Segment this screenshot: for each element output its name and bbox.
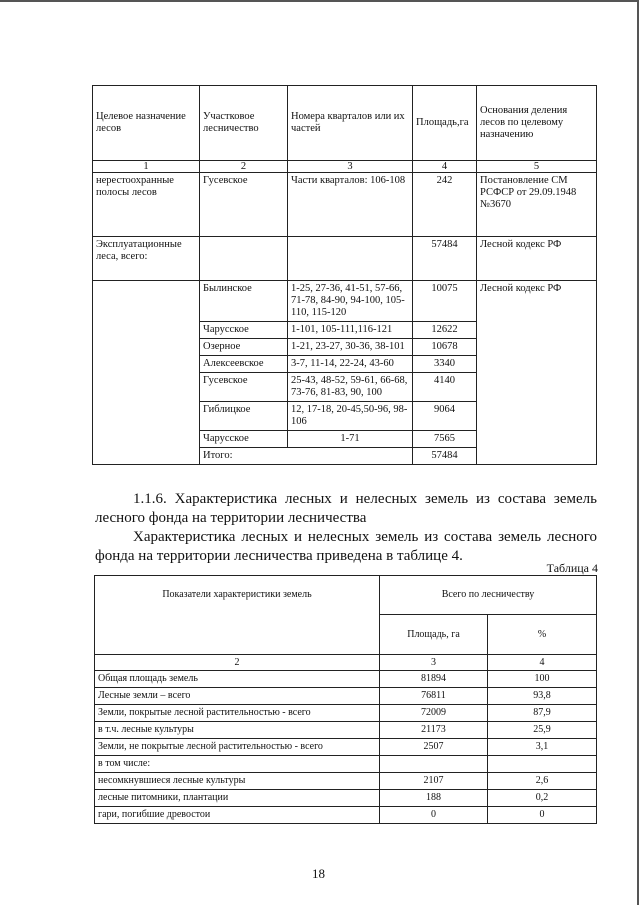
cell-district [200, 237, 288, 281]
cell-blocks: 1-101, 105-111,116-121 [288, 322, 413, 339]
cell-area: 81894 [380, 671, 488, 688]
cell-label: в том числе: [95, 756, 380, 773]
cell-percent: 0 [488, 807, 597, 824]
table1-row-protective [93, 173, 597, 237]
section-heading: 1.1.6. Характеристика лесных и нелесных земель из состава земель лесного фонда на территории лесничества [95, 491, 597, 526]
page-number: 18 [312, 866, 325, 881]
cell-blocks: Части кварталов: 106-108 [288, 173, 413, 237]
cell-area: 72009 [380, 705, 488, 722]
cell-area: 9064 [413, 402, 477, 431]
cell-percent: 87,9 [488, 705, 597, 722]
table4-row [95, 790, 597, 807]
table4-header-row [95, 576, 597, 615]
table1-header-district: Участковое лесничество [200, 86, 288, 161]
table4-row [95, 671, 597, 688]
table4-header-area: Площадь, га [380, 615, 488, 655]
table4-row [95, 756, 597, 773]
table1-col-number: 3 [288, 161, 413, 173]
cell-district: Гиблицкое [200, 402, 288, 431]
cell-percent [488, 756, 597, 773]
table4-col-number: 2 [95, 655, 380, 671]
cell-label: несомкнувшиеся лесные культуры [95, 773, 380, 790]
cell-area: 7565 [413, 431, 477, 448]
section-text: Характеристика лесных и нелесных земель из состава земель лесного фонда на территории лесничества приведена в таблице 4. [95, 529, 597, 564]
table1-header-basis: Основания деления лесов по целевому назначению [477, 86, 597, 161]
cell-district: Алексеевское [200, 356, 288, 373]
cell-district: Былинское [200, 281, 288, 322]
cell-blocks: 1-21, 23-27, 30-36, 38-101 [288, 339, 413, 356]
cell-blocks: 25-43, 48-52, 59-61, 66-68, 73-76, 81-83, 90, 100 [288, 373, 413, 402]
cell-percent: 93,8 [488, 688, 597, 705]
cell-area: 76811 [380, 688, 488, 705]
table4-row [95, 688, 597, 705]
cell-purpose-empty [93, 281, 200, 465]
cell-purpose: нерестоохранные полосы лесов [93, 173, 200, 237]
cell-area: 4140 [413, 373, 477, 402]
cell-label: Земли, не покрытые лесной растительностью - всего [95, 739, 380, 756]
cell-area: 188 [380, 790, 488, 807]
cell-blocks: 12, 17-18, 20-45,50-96, 98-106 [288, 402, 413, 431]
table1-header-blocks: Номера кварталов или их частей [288, 86, 413, 161]
cell-label: Общая площадь земель [95, 671, 380, 688]
cell-percent: 100 [488, 671, 597, 688]
cell-basis: Постановление СМ РСФСР от 29.09.1948 №3670 [477, 173, 597, 237]
cell-percent: 0,2 [488, 790, 597, 807]
table4-header-group: Всего по лесничеству [380, 576, 597, 615]
cell-label: в т.ч. лесные культуры [95, 722, 380, 739]
table4-row [95, 705, 597, 722]
cell-label: гари, погибшие древостои [95, 807, 380, 824]
cell-district: Озерное [200, 339, 288, 356]
table4-col-number: 4 [488, 655, 597, 671]
cell-total-area: 57484 [413, 448, 477, 465]
table1-district-row [93, 281, 597, 322]
cell-district: Чарусское [200, 322, 288, 339]
table4-row [95, 739, 597, 756]
cell-basis: Лесной кодекс РФ [477, 237, 597, 281]
cell-area: 57484 [413, 237, 477, 281]
table1-col-number: 4 [413, 161, 477, 173]
table1-header-row [93, 86, 597, 161]
table4-row [95, 773, 597, 790]
table4-col-number: 3 [380, 655, 488, 671]
cell-district: Чарусское [200, 431, 288, 448]
table4-header-indicator: Показатели характеристики земель [95, 576, 380, 655]
table1-header-area: Площадь,га [413, 86, 477, 161]
cell-area: 242 [413, 173, 477, 237]
cell-district: Гусевское [200, 373, 288, 402]
forest-purpose-table [92, 85, 597, 465]
table1-row-exploitation [93, 237, 597, 281]
cell-label: Земли, покрытые лесной растительностью - всего [95, 705, 380, 722]
cell-purpose: Эксплуатационные леса, всего: [93, 237, 200, 281]
table1-col-number: 2 [200, 161, 288, 173]
cell-area: 21173 [380, 722, 488, 739]
cell-blocks: 1-71 [288, 431, 413, 448]
cell-total-label: Итого: [200, 448, 413, 465]
cell-area: 12622 [413, 322, 477, 339]
cell-area: 10678 [413, 339, 477, 356]
cell-percent: 2,6 [488, 773, 597, 790]
cell-area: 2107 [380, 773, 488, 790]
cell-area: 0 [380, 807, 488, 824]
cell-blocks: 1-25, 27-36, 41-51, 57-66, 71-78, 84-90, 94-100, 105-110, 115-120 [288, 281, 413, 322]
table4-row [95, 807, 597, 824]
cell-area [380, 756, 488, 773]
table4-row [95, 722, 597, 739]
table1-col-number: 1 [93, 161, 200, 173]
cell-area: 3340 [413, 356, 477, 373]
table1-header-purpose: Целевое назначение лесов [93, 86, 200, 161]
cell-district: Гусевское [200, 173, 288, 237]
cell-label: Лесные земли – всего [95, 688, 380, 705]
table4-column-number-row [95, 655, 597, 671]
cell-basis: Лесной кодекс РФ [477, 281, 597, 465]
table1-col-number: 5 [477, 161, 597, 173]
cell-area: 10075 [413, 281, 477, 322]
cell-percent: 25,9 [488, 722, 597, 739]
cell-blocks: 3-7, 11-14, 22-24, 43-60 [288, 356, 413, 373]
land-characteristics-table [94, 575, 597, 824]
cell-area: 2507 [380, 739, 488, 756]
table4-caption: Таблица 4 [546, 561, 598, 575]
table1-column-number-row [93, 161, 597, 173]
cell-label: лесные питомники, плантации [95, 790, 380, 807]
table4-header-percent: % [488, 615, 597, 655]
cell-blocks [288, 237, 413, 281]
cell-percent: 3,1 [488, 739, 597, 756]
